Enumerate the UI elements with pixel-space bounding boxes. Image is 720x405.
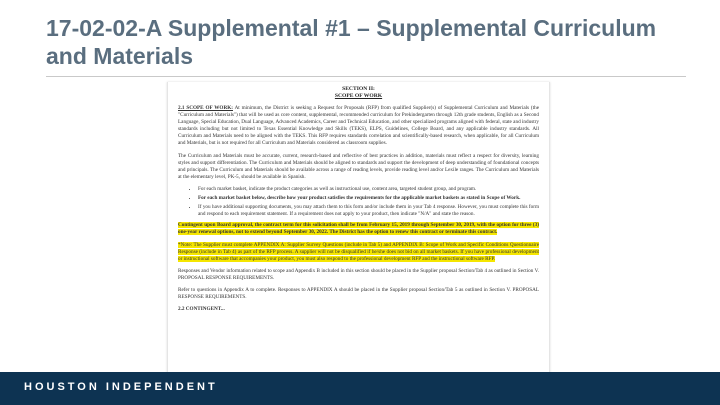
scope-paragraph [178,105,539,148]
requirements-list [178,186,539,218]
response-paragraph-2: Refer to questions in Appendix A to complete. Responses to APPENDIX A should be placed in the Supplier proposal Section/Tab 5 as outlined in Section V. PROPOSAL RESPONSE REQUIREMENTS. [178,286,539,301]
bold-requirement: For each market basket below, describe how your product satisfies the requirements for the applicable market baskets as stated in Scope of Work. [198,195,521,202]
footer-label: HOUSTON INDEPENDENT [24,381,218,393]
scope-heading: 2.1 SCOPE OF WORK: [178,105,233,111]
highlighted-contract-term: Contingent upon Board approval, the contract term for this solicitation shall be from February 15, 2019 through September 30, 2019, with the option for three (3) one-year renewal options, not to extend beyond September 30, 2022. The District has the option to renew this contract or terminate this contract. [178,222,539,236]
note-paragraph [178,242,539,263]
list-item: • If you have additional supporting documents, you may attach them to this form and/or include them in your Tab 4 response. However, you must complete this form and respond to each requirement statement. If a requirement does not apply to your product, then indicate "N/A" and state the reason. [198,204,539,218]
curriculum-paragraph: The Curriculum and Materials must be accurate, current, research-based and reflective of best practices in addition, materials must reflect a respect for diversity, learning styles and support differentiation. The Curriculum and Materials should be aligned to standards and support the development of deep understanding of foundational concepts and principals. The Curriculum and Materials should be available across a range of reading levels, provide reading level and/or Lexile ranges. The Curriculum and Materials at the elementary level, PK-5, should be available in Spanish. [178,152,539,180]
scope-text: At minimum, the District is seeking a Request for Proposals (RFP) from qualified Supplier(s) of Supplemental Curriculum and Materials (the "Curriculum and Materials") that will be used as core content, supplemental, recommended curriculum for Prekindergarten through 12th grade students, English as a Second Language, Special Education, Dual Language, Advanced Academics, Career and Technical Education, and other specialized programs aligned with federal, state and industry standards including but not limited to Texas Essential Knowledge and Skills (TEKS), ELPS, Guidelines, College Board, and any applicable industry standards. All Curriculum and Materials need to be aligned with the TEKS. This RFP requires standards correlation and scientifically-based research, when applicable, for all Curriculum and Materials, but is not required for all Curriculum and Materials considered as classroom supplies. [178,105,539,147]
list-item: • For each market basket, indicate the product categories as well as instructional use, content area, targeted student group, and program. [198,186,539,193]
list-item [198,195,539,202]
response-paragraph-1: Responses and Vendor information related to scope and Appendix B included in this section should be placed in the Supplier proposal Section/Tab 4 as outlined in Section V. PROPOSAL RESPONSE REQUIREMENTS. [178,267,539,281]
footer-bar [0,372,720,405]
title-divider [46,76,686,77]
next-section-heading: 2.2 CONTINGENT... [178,306,225,313]
section-number: SECTION II: [342,86,375,92]
document-page [167,82,550,405]
contingent-paragraph [178,222,539,236]
section-title: SCOPE OF WORK [334,93,383,99]
highlighted-note: *Note: The Supplier must complete APPENDIX A: Supplier Survey Questions (include in Tab 5) and APPENDIX B: Scope of Work and Specific Conditions Questionnaire Response (include in Tab 4) as part of the RFP process. A supplier will not be disqualified if he/she does not bid on all market baskets. If you have professional development or instructional software that accompanies your product, you must also respond to the professional development RFP and the instructional software RFP. [178,241,539,262]
slide-title: 17-02-02-A Supplemental #1 – Supplemental Curriculum and Materials [46,15,657,69]
